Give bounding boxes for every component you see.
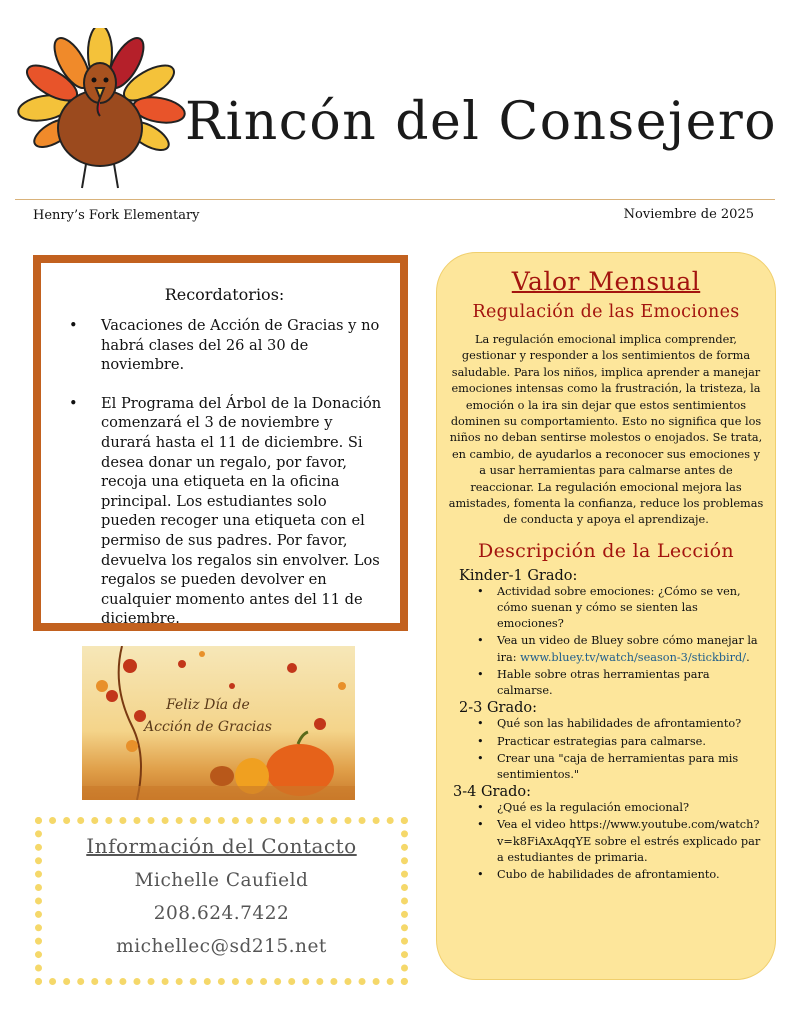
grade-label: Kinder-1 Grado: [459,567,578,584]
lesson-item: • Hable sobre otras herramientas para calmarse. [471,667,765,699]
panel-paragraph: La regulación emocional implica comprender, gestionar y responder a los sentimientos de forma saludable. Para los niños, implica aprender a manejar emociones intensas como la frustración, la tristeza, la emoción o la ira sin dejar que estos sentimientos dominen su comportamiento. Esto no significa que los niños no deban sentirse molestos o enojados. Se trata, en cambio, de ayudarlos a reconocer sus emociones y a usar herramientas para calmarse antes de reaccionar. La regulación emocional mejora las amistades, fomenta la confianza, reduce los problemas de conducta y apoya el aprendizaje. [448,333,764,527]
reminders-box [33,255,408,631]
lesson-item-text: Vea un video de Bluey sobre cómo manejar la ira: [497,634,758,664]
card-line-1: Feliz Día de [166,697,250,713]
lesson-item: • Vea un video de Bluey sobre cómo manejar la ira: www.bluey.tv/watch/season-3/stickbird/. [471,633,765,665]
reminder-item: • Vacaciones de Acción de Gracias y no habrá clases del 26 al 30 de noviembre. [63,316,386,375]
contact-box [35,817,408,985]
card-line-2: Acción de Gracias [144,719,272,735]
lesson-item: • Actividad sobre emociones: ¿Cómo se ven, cómo suenan y cómo se sienten las emociones? [471,584,765,633]
bluey-link[interactable]: www.bluey.tv/watch/season-3/stickbird/ [520,650,747,664]
reminders-heading: Recordatorios: [164,285,285,304]
page-title: Rincón del Consejero [185,92,778,152]
contact-name: Michelle Caufield [134,870,309,891]
panel-subheading: Regulación de las Emociones [472,302,740,322]
issue-date: Noviembre de 2025 [623,207,754,222]
lesson-item: • Vea el video https://www.youtube.com/watch?v=k8FiAxAqqYE sobre el estrés explicado para estudiantes de primaria. [471,817,765,866]
monthly-value-panel [436,252,776,980]
lesson-item: • ¿Qué es la regulación emocional? [471,800,765,816]
lesson-heading: Descripción de la Lección [478,539,734,562]
lesson-item: • Qué son las habilidades de afrontamiento? [471,716,765,732]
contact-email[interactable]: michellec@sd215.net [116,936,327,957]
contact-phone: 208.624.7422 [153,903,290,924]
school-name: Henry’s Fork Elementary [33,208,200,223]
lesson-item: • Crear una "caja de herramientas para mis sentimientos." [471,751,765,783]
panel-heading: Valor Mensual [511,267,701,296]
turkey-illustration [14,28,186,193]
lesson-item: • Cubo de habilidades de afrontamiento. [471,867,765,883]
grade-label: 3-4 Grado: [453,784,532,801]
lesson-item: • Practicar estrategias para calmarse. [471,734,765,750]
contact-heading: Información del Contacto [86,834,357,858]
thanksgiving-image [82,646,355,800]
header-divider [15,199,775,200]
reminder-item: • El Programa del Árbol de la Donación comenzará el 3 de noviembre y durará hasta el 11 de diciembre. Si desea donar un regalo, por favor, recoja una etiqueta en la oficina principal. Los estudiantes solo pueden recoger una etiqueta con el permiso de sus padres. Por favor, devuelva los regalos sin envolver. Los regalos se pueden devolver en cualquier momento antes del 11 de diciembre. [63,394,386,629]
grade-label: 2-3 Grado: [459,700,538,717]
